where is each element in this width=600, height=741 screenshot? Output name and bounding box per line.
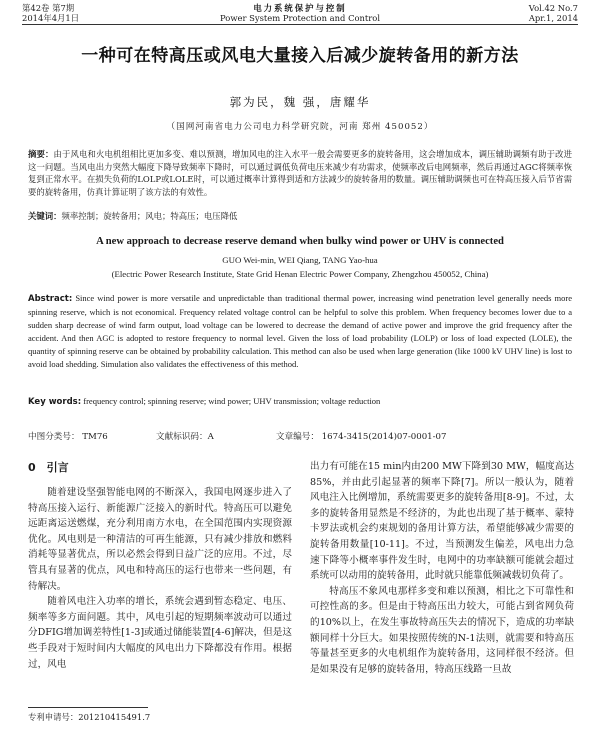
keywords-cn-text: 频率控制；旋转备用；风电；特高压；电压降低 — [61, 211, 238, 221]
authors-en: GUO Wei-min, WEI Qiang, TANG Yao-hua — [222, 255, 378, 265]
body-column-right — [310, 459, 574, 677]
article-number: 文章编号： 1674-3415(2014)07-0001-07 — [276, 432, 447, 442]
volume-cn: 第42卷 第7期 — [22, 3, 75, 13]
keywords-cn — [28, 211, 572, 222]
body-paragraph: 出力有可能在15 min内由200 MW下降到30 MW，幅度高达85%，并由此引起显著的频率下降[7]。所以一般认为，随着风电注入比例增加，系统需要更多的旋转备用[8-9]。不过，太多的旋转备用显然是不经济的，为此也出现了基于概率、蒙特卡罗法或机会约束规划的备用计算方法，希望能够减少需要的旋转备用数量[10-11]。不过，当预测发生偏差，风电出力急速下降等小概率事件发生时，电网中的功率缺额可能就会超过系统可以动用的旋转备用，此时就只能靠低频减载切负荷了。 — [310, 461, 574, 582]
affiliation-en: (Electric Power Research Institute, State Grid Henan Electric Power Company, Zhengzhou 450052, China) — [111, 269, 489, 279]
abstract-en — [28, 292, 572, 371]
keywords-en — [28, 396, 572, 408]
body-paragraph: 随着建设坚强智能电网的不断深入，我国电网逐步进入了特高压接入运行、新能源广泛接入的新时代。特高压可以避免远距离运送燃煤，充分利用南方水电，在全国范围内实现资源优化。风电则是一种清洁的可再生能源，只有减少排放和燃料消耗等显著优点，所以必然会得到日益广泛的应用。不过，尽管具有显著的优点，风电和特高压的运行也带来一些问题，有待解决。 — [28, 487, 292, 592]
keywords-en-label: Key words: — [28, 397, 82, 407]
paper-title-cn: 一种可在特高压或风电大量接入后减少旋转备用的新方法 — [81, 46, 519, 66]
paper-title-en: A new approach to decrease reserve demand when bulky wind power or UHV is connected — [96, 236, 504, 247]
body-paragraph: 特高压不象风电那样多变和难以预测，相比之下可靠性和可控性高的多。但是由于特高压出力较大，可能占到省网负荷的10%以上，在发生事故特高压失去的情况下，造成的功率缺额同样十分巨大。如果按照传统的N-1法则，就需要和特高压等量甚至更多的火电机组作为旋转备用，这同样很不经济。但是如果没有足够的旋转备用，特高压线路一旦故 — [310, 585, 574, 675]
keywords-cn-label: 关键词： — [28, 211, 62, 221]
keywords-en-text: frequency control; spinning reserve; wind power; UHV transmission; voltage reduction — [83, 396, 381, 406]
clc-number: 中图分类号： TM76 — [28, 432, 108, 442]
authors-cn: 郭为民，魏 强，唐耀华 — [229, 95, 371, 109]
footnote: 专利申请号：201210415491.7 — [28, 712, 151, 722]
footnote-rule — [28, 707, 148, 708]
abstract-cn-label: 摘要： — [28, 149, 54, 159]
body-paragraph: 随着风电注入功率的增长，系统会遇到暂态稳定、电压、频率等多方面问题。其中，风电引起的短期频率波动可以通过分DFIG增加调差特性[1-3]或通过储能装置[4-6]解决，但是这些手段对于短时间内大幅度的风电出力下降都没有作用。根据过，风电 — [28, 596, 292, 670]
abstract-en-text: Since wind power is more versatile and unpredictable than traditional thermal power, increasing wind penetration level generally needs more spinning reserve, which is not economical. Frequency related voltage control can be helpful to solve this problem. When frequency becomes lower due to a sudden sharp decrease of wind farm output, load voltage can be lowered to decrease the demand of active power and improve the grid frequency after the accident. And then AGC is adopted to restore frequency to normal level. Given the loss of load probability (LOLP) or loss of load expected (LOLE), the quantity of spinning reserve can be obtained by probability calculation. This method can also be used when large generation (like 1000 kV UHV line) is lost to avoid load shedding. Simulation also validates the effectiveness of this method. — [28, 293, 573, 369]
journal-cn: 电力系统保护与控制 — [253, 3, 347, 13]
volume-en: Vol.42 No.7 — [528, 3, 578, 13]
abstract-cn — [28, 148, 572, 198]
abstract-cn-text: 由于风电和火电机组相比更加多变、难以预测，增加风电的注入水平一般会需要更多的旋转备用，这会增加成本，调压辅助调频有助于改进这一问题。当风电出力突然大幅度下降导致频率下降时，可以通过调低负荷电压来减少有功需求，使频率改后电网频率，然后再通过AGC将频率恢复到正常水平。在损失负荷的LOLP或LOLE时，可以通过概率计算得到适和方法减少的旋转备用的数量。调压辅助调频也可在特高压接入后节省需要的旋转备用，仿真计算证明了该方法的有效性。 — [28, 149, 573, 197]
body-column-left — [28, 459, 292, 672]
date-cn: 2014年4月1日 — [22, 13, 80, 23]
section-heading: 0 引言 — [28, 461, 69, 474]
document-code: 文献标识码：A — [156, 432, 214, 442]
abstract-en-label: Abstract: — [28, 294, 73, 304]
journal-en: Power System Protection and Control — [220, 13, 380, 23]
date-en: Apr.1, 2014 — [528, 13, 578, 23]
running-header — [22, 3, 578, 25]
classification-line — [28, 432, 572, 443]
affiliation-cn: （国网河南省电力公司电力科学研究院，河南 郑州 450052） — [166, 122, 434, 132]
